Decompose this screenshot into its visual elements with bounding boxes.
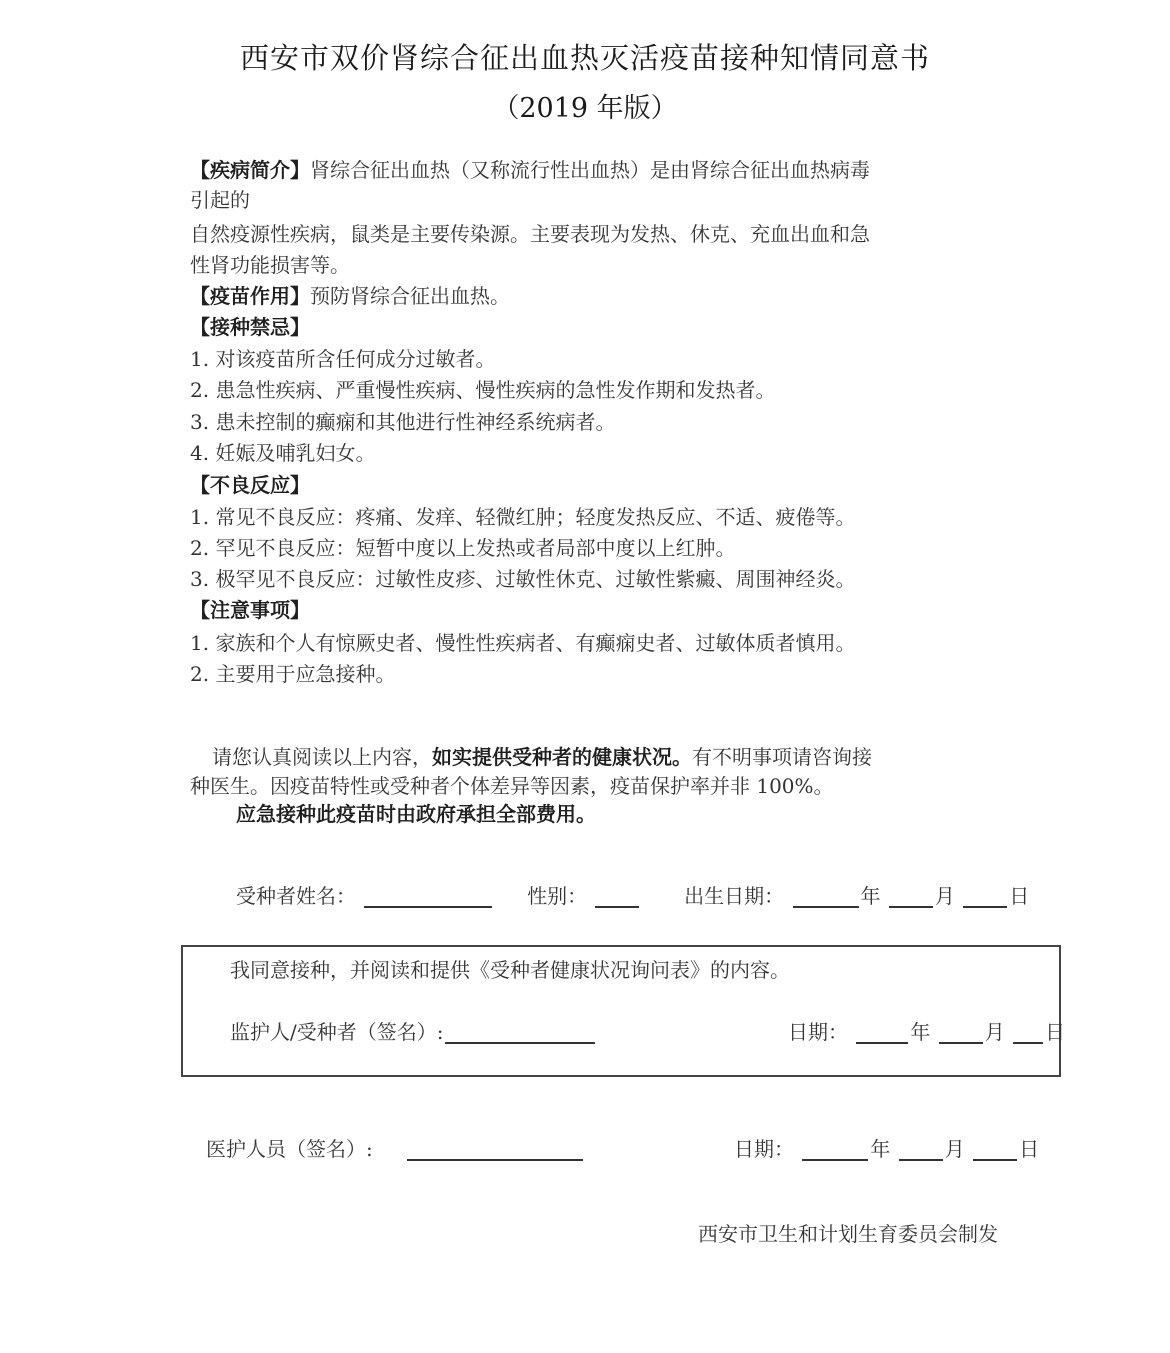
gender-field[interactable] [595, 884, 639, 908]
birth-month-field[interactable] [889, 884, 933, 908]
contraindication-item: 3. 患未控制的癫痫和其他进行性神经系统病者。 [190, 410, 616, 434]
disease-intro-text: 肾综合征出血热（又称流行性出血热）是由肾综合征出血热病毒 [310, 158, 870, 182]
notice-emphasis: 如实提供受种者的健康状况。 [432, 745, 692, 769]
guardian-signature-row [230, 1020, 597, 1044]
medical-date-day-field[interactable] [973, 1137, 1017, 1161]
month-unit: 月 [984, 1020, 1005, 1044]
document-title: 西安市双价肾综合征出血热灭活疫苗接种知情同意书 [239, 41, 930, 75]
notice-text-end: 有不明事项请咨询接 [692, 745, 872, 769]
medical-signature-label: 医护人员（签名）: [206, 1137, 373, 1161]
day-unit: 日 [1009, 884, 1030, 908]
adverse-reaction-item: 2. 罕见不良反应：短暂中度以上发热或者局部中度以上红肿。 [190, 536, 736, 560]
notice-line1 [212, 745, 872, 769]
vaccine-effect-text: 预防肾综合征出血热。 [310, 284, 510, 308]
notice-text: 请您认真阅读以上内容， [212, 745, 432, 769]
guardian-date-year-field[interactable] [856, 1020, 908, 1044]
year-unit: 年 [910, 1020, 931, 1044]
medical-date-row [734, 1137, 1039, 1161]
month-unit: 月 [934, 884, 955, 908]
guardian-date-day-field[interactable] [1013, 1020, 1043, 1044]
adverse-reaction-item: 1. 常见不良反应：疼痛、发痒、轻微红肿；轻度发热反应、不适、疲倦等。 [190, 505, 856, 529]
contraindication-item: 1. 对该疫苗所含任何成分过敏者。 [190, 347, 496, 371]
guardian-signature-label: 监护人/受种者（签名）: [230, 1020, 444, 1044]
guardian-date-row [788, 1020, 1065, 1044]
vaccine-effect-line [190, 284, 510, 308]
contraindication-item: 4. 妊娠及哺乳妇女。 [190, 441, 376, 465]
issuer-text: 西安市卫生和计划生育委员会制发 [698, 1222, 998, 1246]
guardian-date-label: 日期： [788, 1020, 848, 1044]
year-unit: 年 [870, 1137, 891, 1161]
name-field[interactable] [364, 884, 492, 908]
notice-line3: 应急接种此疫苗时由政府承担全部费用。 [236, 802, 596, 826]
name-label: 受种者姓名： [236, 884, 356, 908]
birth-year-field[interactable] [793, 884, 859, 908]
document-subtitle: （2019 年版） [492, 93, 678, 124]
birth-day-field[interactable] [963, 884, 1007, 908]
birth-date-label: 出生日期： [684, 884, 785, 908]
disease-intro-heading: 【疾病简介】 [190, 158, 310, 182]
disease-intro-line2: 引起的 [190, 188, 250, 212]
precaution-item: 2. 主要用于应急接种。 [190, 662, 396, 686]
gender-label: 性别： [527, 884, 588, 908]
day-unit: 日 [1045, 1020, 1066, 1044]
recipient-info-row [236, 884, 1029, 908]
contraindications-heading: 【接种禁忌】 [190, 315, 310, 339]
medical-date-label: 日期： [734, 1137, 794, 1161]
guardian-signature-field[interactable] [445, 1020, 595, 1044]
precaution-item: 1. 家族和个人有惊厥史者、慢性性疾病者、有癫痫史者、过敏体质者慎用。 [190, 631, 856, 655]
disease-intro-line3: 自然疫源性疾病，鼠类是主要传染源。主要表现为发热、休克、充血出血和急 [190, 222, 870, 246]
medical-date-year-field[interactable] [802, 1137, 868, 1161]
disease-intro-line4: 性肾功能损害等。 [190, 253, 350, 277]
medical-signature-field[interactable] [407, 1137, 583, 1161]
guardian-date-month-field[interactable] [939, 1020, 983, 1044]
day-unit: 日 [1019, 1137, 1040, 1161]
month-unit: 月 [944, 1137, 965, 1161]
disease-intro-line1 [190, 158, 870, 182]
medical-signature-row [206, 1137, 585, 1161]
adverse-reactions-heading: 【不良反应】 [190, 473, 310, 497]
adverse-reaction-item: 3. 极罕见不良反应：过敏性皮疹、过敏性休克、过敏性紫癜、周围神经炎。 [190, 567, 856, 591]
medical-date-month-field[interactable] [899, 1137, 943, 1161]
contraindication-item: 2. 患急性疾病、严重慢性疾病、慢性疾病的急性发作期和发热者。 [190, 378, 776, 402]
year-unit: 年 [860, 884, 881, 908]
precautions-heading: 【注意事项】 [190, 598, 310, 622]
notice-line2: 种医生。因疫苗特性或受种者个体差异等因素，疫苗保护率并非 100%。 [190, 774, 834, 798]
vaccine-effect-heading: 【疫苗作用】 [190, 284, 310, 308]
consent-text: 我同意接种，并阅读和提供《受种者健康状况询问表》的内容。 [230, 958, 790, 982]
